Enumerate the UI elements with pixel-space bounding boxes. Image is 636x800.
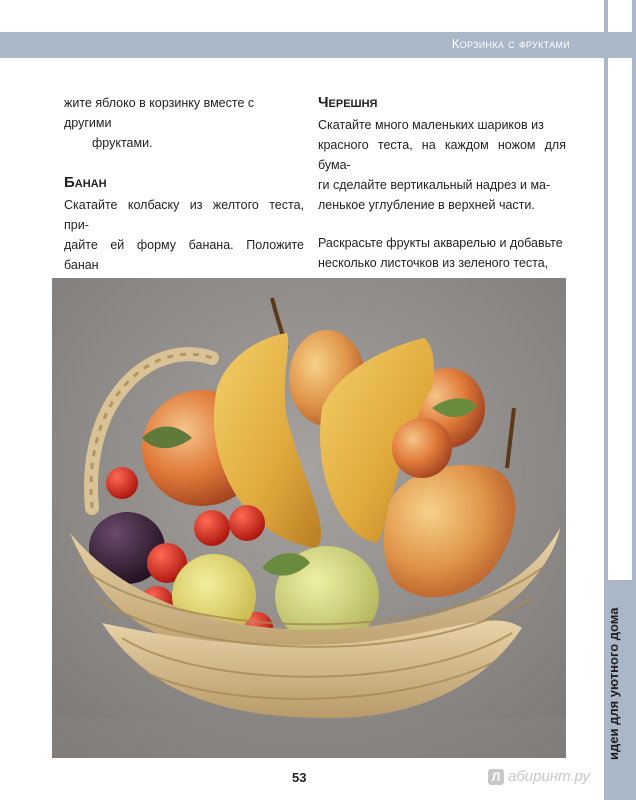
paint-line-1: Раскрасьте фрукты акварелью и добавьте xyxy=(318,236,563,250)
banana-line-1: Скатайте колбаску из желтого теста, при- xyxy=(64,198,304,232)
banana-line-2: дайте ей форму банана. Положите банан xyxy=(64,238,304,272)
header-band-tip xyxy=(604,32,636,58)
cherry-line-3: ги сделайте вертикальный надрез и ма- xyxy=(318,178,551,192)
cherry-line-4: ленькое углубление в верхней части. xyxy=(318,198,535,212)
intro-line-2: фруктами. xyxy=(92,136,153,150)
running-header: Корзинка с фруктами xyxy=(451,36,570,51)
cherry-heading: Черешня xyxy=(318,94,378,111)
fruit-basket-photo xyxy=(52,278,566,758)
watermark xyxy=(488,768,590,785)
watermark-text: абиринт.ру xyxy=(508,768,590,785)
page-number: 53 xyxy=(292,770,307,785)
paint-line-2: несколько листочков из зеленого теста, xyxy=(318,256,549,270)
cherry-line-2: красного теста, на каждом ножом для бума- xyxy=(318,138,566,172)
labirint-logo-icon: Л xyxy=(488,769,504,785)
right-column xyxy=(318,93,566,293)
intro-line-1: жите яблоко в корзинку вместе с другими xyxy=(64,96,255,130)
side-section-label: идеи для уютного дома xyxy=(606,607,621,760)
cherry-line-1: Скатайте много маленьких шариков из xyxy=(318,118,544,132)
banana-heading: Банан xyxy=(64,174,107,191)
